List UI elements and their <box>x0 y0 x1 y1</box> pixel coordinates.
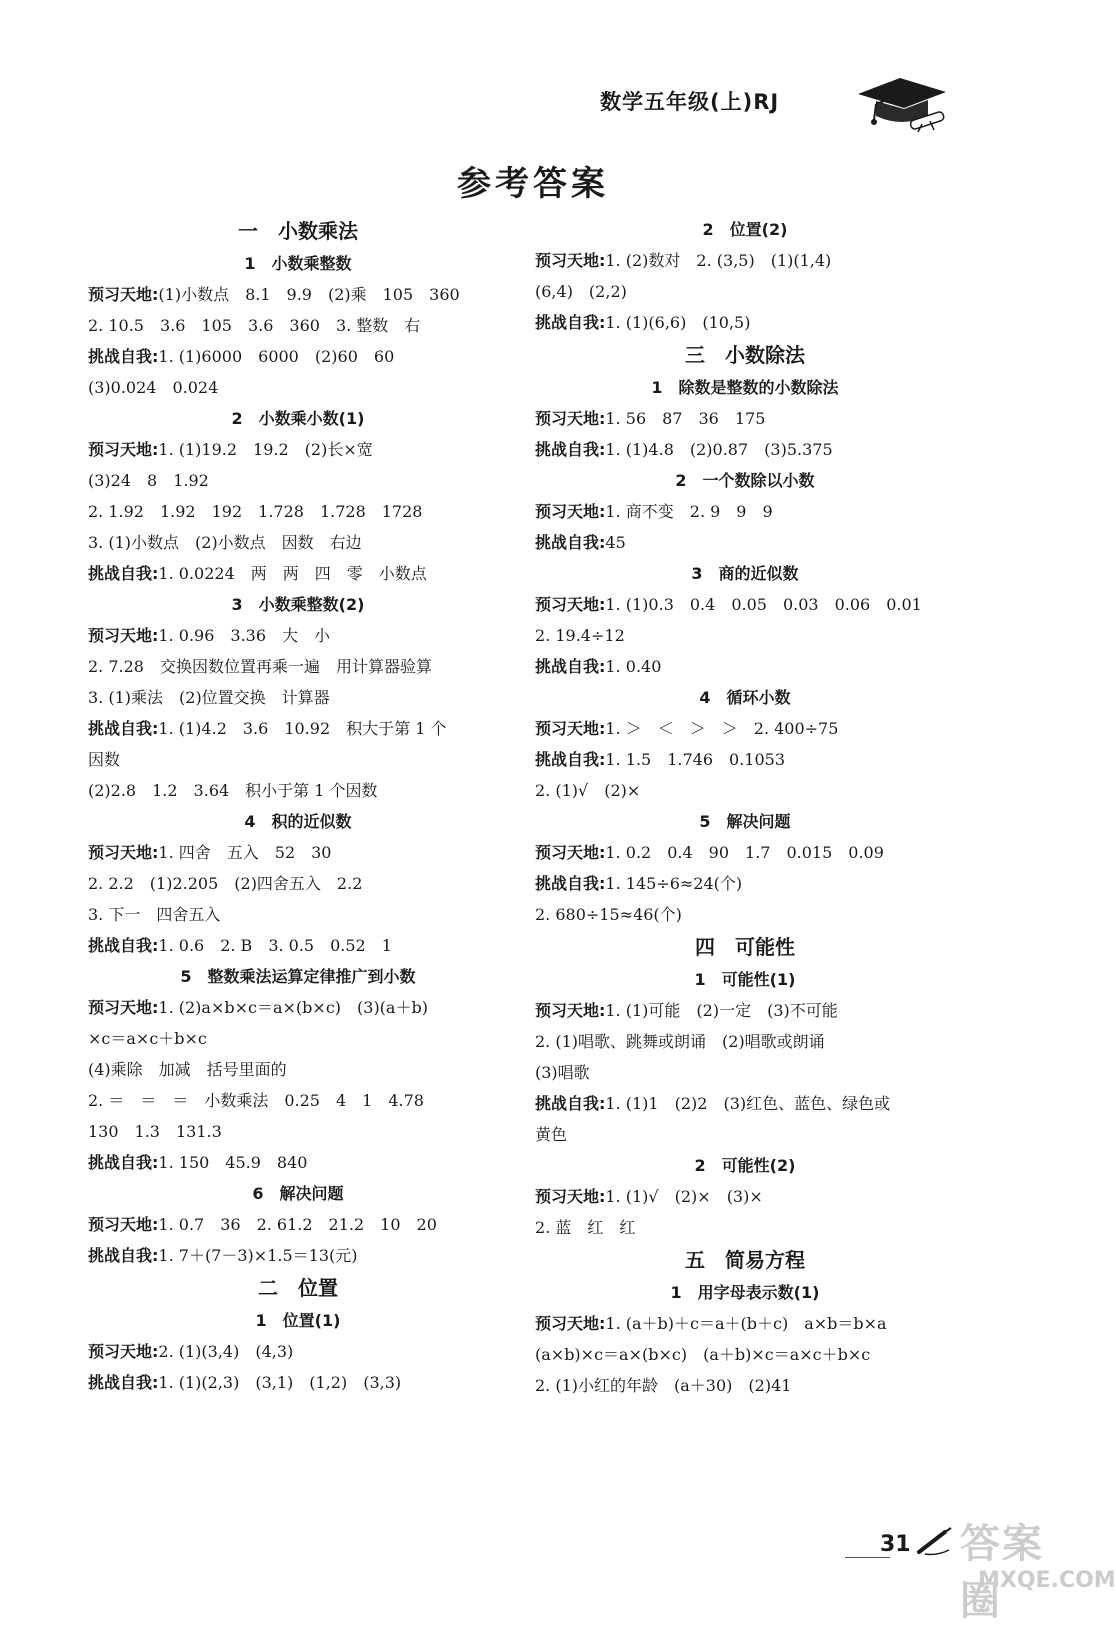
watermark <box>900 1510 1116 1624</box>
answer-text: 因数 <box>88 750 121 769</box>
answer-line <box>535 589 955 620</box>
answer-text: (a×b)×c＝a×(b×c) (a＋b)×c＝a×c＋b×c <box>535 1345 871 1364</box>
section-heading: 2 可能性(2) <box>694 1156 796 1175</box>
answer-line <box>535 1057 955 1088</box>
answer-text: 1. 0.7 36 2. 61.2 21.2 10 20 <box>158 1215 437 1234</box>
answer-text: 1. 0.96 3.36 大 小 <box>158 626 331 645</box>
section-heading: 1 位置(1) <box>255 1311 341 1330</box>
answer-label: 预习天地: <box>535 843 606 862</box>
answer-line <box>88 899 508 930</box>
answer-line <box>88 1116 508 1147</box>
answer-text: 2. 1.92 1.92 192 1.728 1.728 1728 <box>88 502 423 521</box>
answer-text: 1. 1.5 1.746 0.1053 <box>605 750 785 769</box>
answer-line <box>88 992 508 1023</box>
answer-line <box>535 837 955 868</box>
section-heading: 2 一个数除以小数 <box>675 471 815 490</box>
answer-text: 1. 0.40 <box>605 657 662 676</box>
answer-line <box>88 682 508 713</box>
answer-text: (3)0.024 0.024 <box>88 378 219 397</box>
answer-line <box>535 496 955 527</box>
answer-line <box>88 527 508 558</box>
answer-text: 1. 0.0224 两 两 四 零 小数点 <box>158 564 427 583</box>
answer-line <box>535 775 955 806</box>
answer-line <box>535 434 955 465</box>
section-heading: 2 位置(2) <box>702 220 788 239</box>
answer-text: ×c＝a×c＋b×c <box>88 1029 207 1048</box>
answer-text: 1. (2)数对 2. (3,5) (1)(1,4) <box>605 251 832 270</box>
answer-text: 1. (1)0.3 0.4 0.05 0.03 0.06 0.01 <box>605 595 922 614</box>
answer-line <box>88 1209 508 1240</box>
answer-line <box>535 620 955 651</box>
section-heading: 1 小数乘整数 <box>244 254 352 273</box>
page-number: 31 <box>880 1532 911 1557</box>
answer-text: 3. (1)乘法 (2)位置交换 计算器 <box>88 688 330 707</box>
answer-text: 1. (1)√ (2)× (3)× <box>605 1187 763 1206</box>
answer-label: 预习天地: <box>535 1314 606 1333</box>
answer-label: 挑战自我: <box>88 936 159 955</box>
chapter-heading: 二 位置 <box>258 1276 338 1300</box>
answer-line <box>535 744 955 775</box>
answer-label: 挑战自我: <box>88 564 159 583</box>
answer-label: 预习天地: <box>535 719 606 738</box>
page-title: 参考答案 <box>457 164 609 204</box>
answer-line <box>88 465 508 496</box>
answer-text: 2. 680÷15≈46(个) <box>535 905 682 924</box>
answer-line <box>535 1308 955 1339</box>
answer-text: 2. 19.4÷12 <box>535 626 625 645</box>
answer-line <box>88 279 508 310</box>
answer-label: 预习天地: <box>535 1001 606 1020</box>
answer-label: 挑战自我: <box>88 347 159 366</box>
answer-text: 2. 蓝 红 红 <box>535 1218 636 1237</box>
answer-line <box>88 558 508 589</box>
answer-label: 预习天地: <box>535 251 606 270</box>
answer-text: 1. 145÷6≈24(个) <box>605 874 743 893</box>
section-heading: 1 可能性(1) <box>694 970 796 989</box>
answer-line <box>535 245 955 276</box>
answer-text: 1. (1)19.2 19.2 (2)长×宽 <box>158 440 373 459</box>
answer-text: 3. 下一 四舍五入 <box>88 905 221 924</box>
answer-line <box>535 1181 955 1212</box>
right-answer-column <box>535 214 955 1401</box>
answer-text: 1. (2)a×b×c＝a×(b×c) (3)(a＋b) <box>158 998 428 1017</box>
answer-line <box>88 713 508 744</box>
answer-line <box>535 1212 955 1243</box>
answer-label: 预习天地: <box>535 502 606 521</box>
answer-text: 1. (1)(6,6) (10,5) <box>605 313 751 332</box>
answer-text: (2)2.8 1.2 3.64 积小于第 1 个因数 <box>88 781 378 800</box>
answer-label: 挑战自我: <box>535 440 606 459</box>
answer-text: 1. (1)6000 6000 (2)60 60 <box>158 347 395 366</box>
answer-line <box>88 496 508 527</box>
left-answer-column <box>88 214 508 1398</box>
answer-line <box>535 651 955 682</box>
answer-text: 1. ＞ ＜ ＞ ＞ 2. 400÷75 <box>605 719 839 738</box>
answer-line <box>88 310 508 341</box>
answer-text: (6,4) (2,2) <box>535 282 627 301</box>
answer-line <box>88 1054 508 1085</box>
answer-line <box>88 434 508 465</box>
answer-text: 1. (1)4.2 3.6 10.92 积大于第 1 个 <box>158 719 447 738</box>
chapter-heading: 三 小数除法 <box>685 343 805 367</box>
answer-text: 2. ＝ ＝ ＝ 小数乘法 0.25 4 1 4.78 <box>88 1091 424 1110</box>
answer-label: 预习天地: <box>535 1187 606 1206</box>
answer-text: 2. (1)小红的年龄 (a＋30) (2)41 <box>535 1376 792 1395</box>
answer-line <box>535 307 955 338</box>
answer-line <box>88 1147 508 1178</box>
answer-text: (4)乘除 加减 括号里面的 <box>88 1060 287 1079</box>
answer-line <box>535 403 955 434</box>
answer-label: 预习天地: <box>88 285 159 304</box>
chapter-heading: 一 小数乘法 <box>238 219 358 243</box>
footer-rule <box>845 1557 890 1558</box>
answer-text: 1. (a＋b)＋c＝a＋(b＋c) a×b＝b×a <box>605 1314 887 1333</box>
answer-label: 挑战自我: <box>535 1094 606 1113</box>
answer-text: 2. (1)√ (2)× <box>535 781 641 800</box>
section-heading: 3 小数乘整数(2) <box>231 595 365 614</box>
section-heading: 1 除数是整数的小数除法 <box>651 378 839 397</box>
answer-line <box>535 527 955 558</box>
answer-text: 1. (1)1 (2)2 (3)红色、蓝色、绿色或 <box>605 1094 891 1113</box>
answer-text: 1. (1)4.8 (2)0.87 (3)5.375 <box>605 440 833 459</box>
answer-label: 挑战自我: <box>535 533 606 552</box>
answer-label: 挑战自我: <box>535 313 606 332</box>
answer-text: 2. 7.28 交换因数位置再乘一遍 用计算器验算 <box>88 657 432 676</box>
answer-text: (3)24 8 1.92 <box>88 471 209 490</box>
answer-label: 挑战自我: <box>535 657 606 676</box>
answer-line <box>88 930 508 961</box>
answer-text: 1. 四舍 五入 52 30 <box>158 843 332 862</box>
answer-line <box>88 1240 508 1271</box>
answer-text: 1. 0.6 2. B 3. 0.5 0.52 1 <box>158 936 392 955</box>
answer-text: 1. 56 87 36 175 <box>605 409 766 428</box>
answer-label: 预习天地: <box>88 1215 159 1234</box>
answer-line <box>535 868 955 899</box>
answer-text: 1. 商不变 2. 9 9 9 <box>605 502 773 521</box>
answer-line <box>88 341 508 372</box>
answer-text: (3)唱歌 <box>535 1063 590 1082</box>
answer-label: 挑战自我: <box>535 874 606 893</box>
section-heading: 5 整数乘法运算定律推广到小数 <box>180 967 416 986</box>
answer-line <box>88 1336 508 1367</box>
answer-line <box>88 868 508 899</box>
answer-text: 130 1.3 131.3 <box>88 1122 222 1141</box>
answer-text: 1. 150 45.9 840 <box>158 1153 308 1172</box>
answer-line <box>88 1023 508 1054</box>
answer-line <box>535 276 955 307</box>
watermark-url: MXQE.COM <box>978 1568 1116 1593</box>
section-heading: 2 小数乘小数(1) <box>231 409 365 428</box>
answer-label: 预习天地: <box>88 626 159 645</box>
answer-line <box>535 1339 955 1370</box>
answer-label: 预习天地: <box>88 998 159 1017</box>
answer-line <box>88 620 508 651</box>
answer-line <box>535 1119 955 1150</box>
answer-label: 预习天地: <box>88 1342 159 1361</box>
answer-label: 预习天地: <box>535 409 606 428</box>
answer-label: 预习天地: <box>88 843 159 862</box>
answer-label: 挑战自我: <box>88 719 159 738</box>
answer-text: 2. 10.5 3.6 105 3.6 360 3. 整数 右 <box>88 316 421 335</box>
answer-line <box>88 651 508 682</box>
answer-line <box>88 837 508 868</box>
answer-line <box>535 995 955 1026</box>
book-title: 数学五年级(上)RJ <box>600 90 780 114</box>
watermark-mark: 答案圈 <box>960 1521 1044 1624</box>
answer-label: 预习天地: <box>88 440 159 459</box>
answer-text: 2. (1)(3,4) (4,3) <box>158 1342 294 1361</box>
answer-text: 黄色 <box>535 1125 568 1144</box>
answer-line <box>535 1026 955 1057</box>
chapter-heading: 四 可能性 <box>695 935 795 959</box>
answer-line <box>88 372 508 403</box>
section-heading: 1 用字母表示数(1) <box>670 1283 820 1302</box>
section-heading: 6 解决问题 <box>252 1184 344 1203</box>
answer-text: 1. 0.2 0.4 90 1.7 0.015 0.09 <box>605 843 884 862</box>
answer-line <box>535 1370 955 1401</box>
section-heading: 3 商的近似数 <box>691 564 799 583</box>
answer-text: 2. (1)唱歌、跳舞或朗诵 (2)唱歌或朗诵 <box>535 1032 825 1051</box>
answer-line <box>88 1085 508 1116</box>
answer-text: 3. (1)小数点 (2)小数点 因数 右边 <box>88 533 362 552</box>
answer-label: 挑战自我: <box>88 1373 159 1392</box>
answer-text: (1)小数点 8.1 9.9 (2)乘 105 360 <box>158 285 460 304</box>
answer-text: 1. 7＋(7－3)×1.5＝13(元) <box>158 1246 358 1265</box>
answer-label: 挑战自我: <box>535 750 606 769</box>
answer-line <box>535 1088 955 1119</box>
answer-text: 1. (1)可能 (2)一定 (3)不可能 <box>605 1001 838 1020</box>
section-heading: 4 积的近似数 <box>244 812 352 831</box>
answer-label: 预习天地: <box>535 595 606 614</box>
answer-line <box>88 1367 508 1398</box>
section-heading: 5 解决问题 <box>699 812 791 831</box>
answer-label: 挑战自我: <box>88 1153 159 1172</box>
answer-line <box>535 899 955 930</box>
chapter-heading: 五 简易方程 <box>685 1248 805 1272</box>
answer-line <box>535 713 955 744</box>
answer-text: 45 <box>605 533 626 552</box>
section-heading: 4 循环小数 <box>699 688 791 707</box>
graduation-cap-icon <box>852 72 952 134</box>
answer-line <box>88 775 508 806</box>
answer-label: 挑战自我: <box>88 1246 159 1265</box>
answer-text: 1. (1)(2,3) (3,1) (1,2) (3,3) <box>158 1373 402 1392</box>
answer-text: 2. 2.2 (1)2.205 (2)四舍五入 2.2 <box>88 874 363 893</box>
answer-line <box>88 744 508 775</box>
